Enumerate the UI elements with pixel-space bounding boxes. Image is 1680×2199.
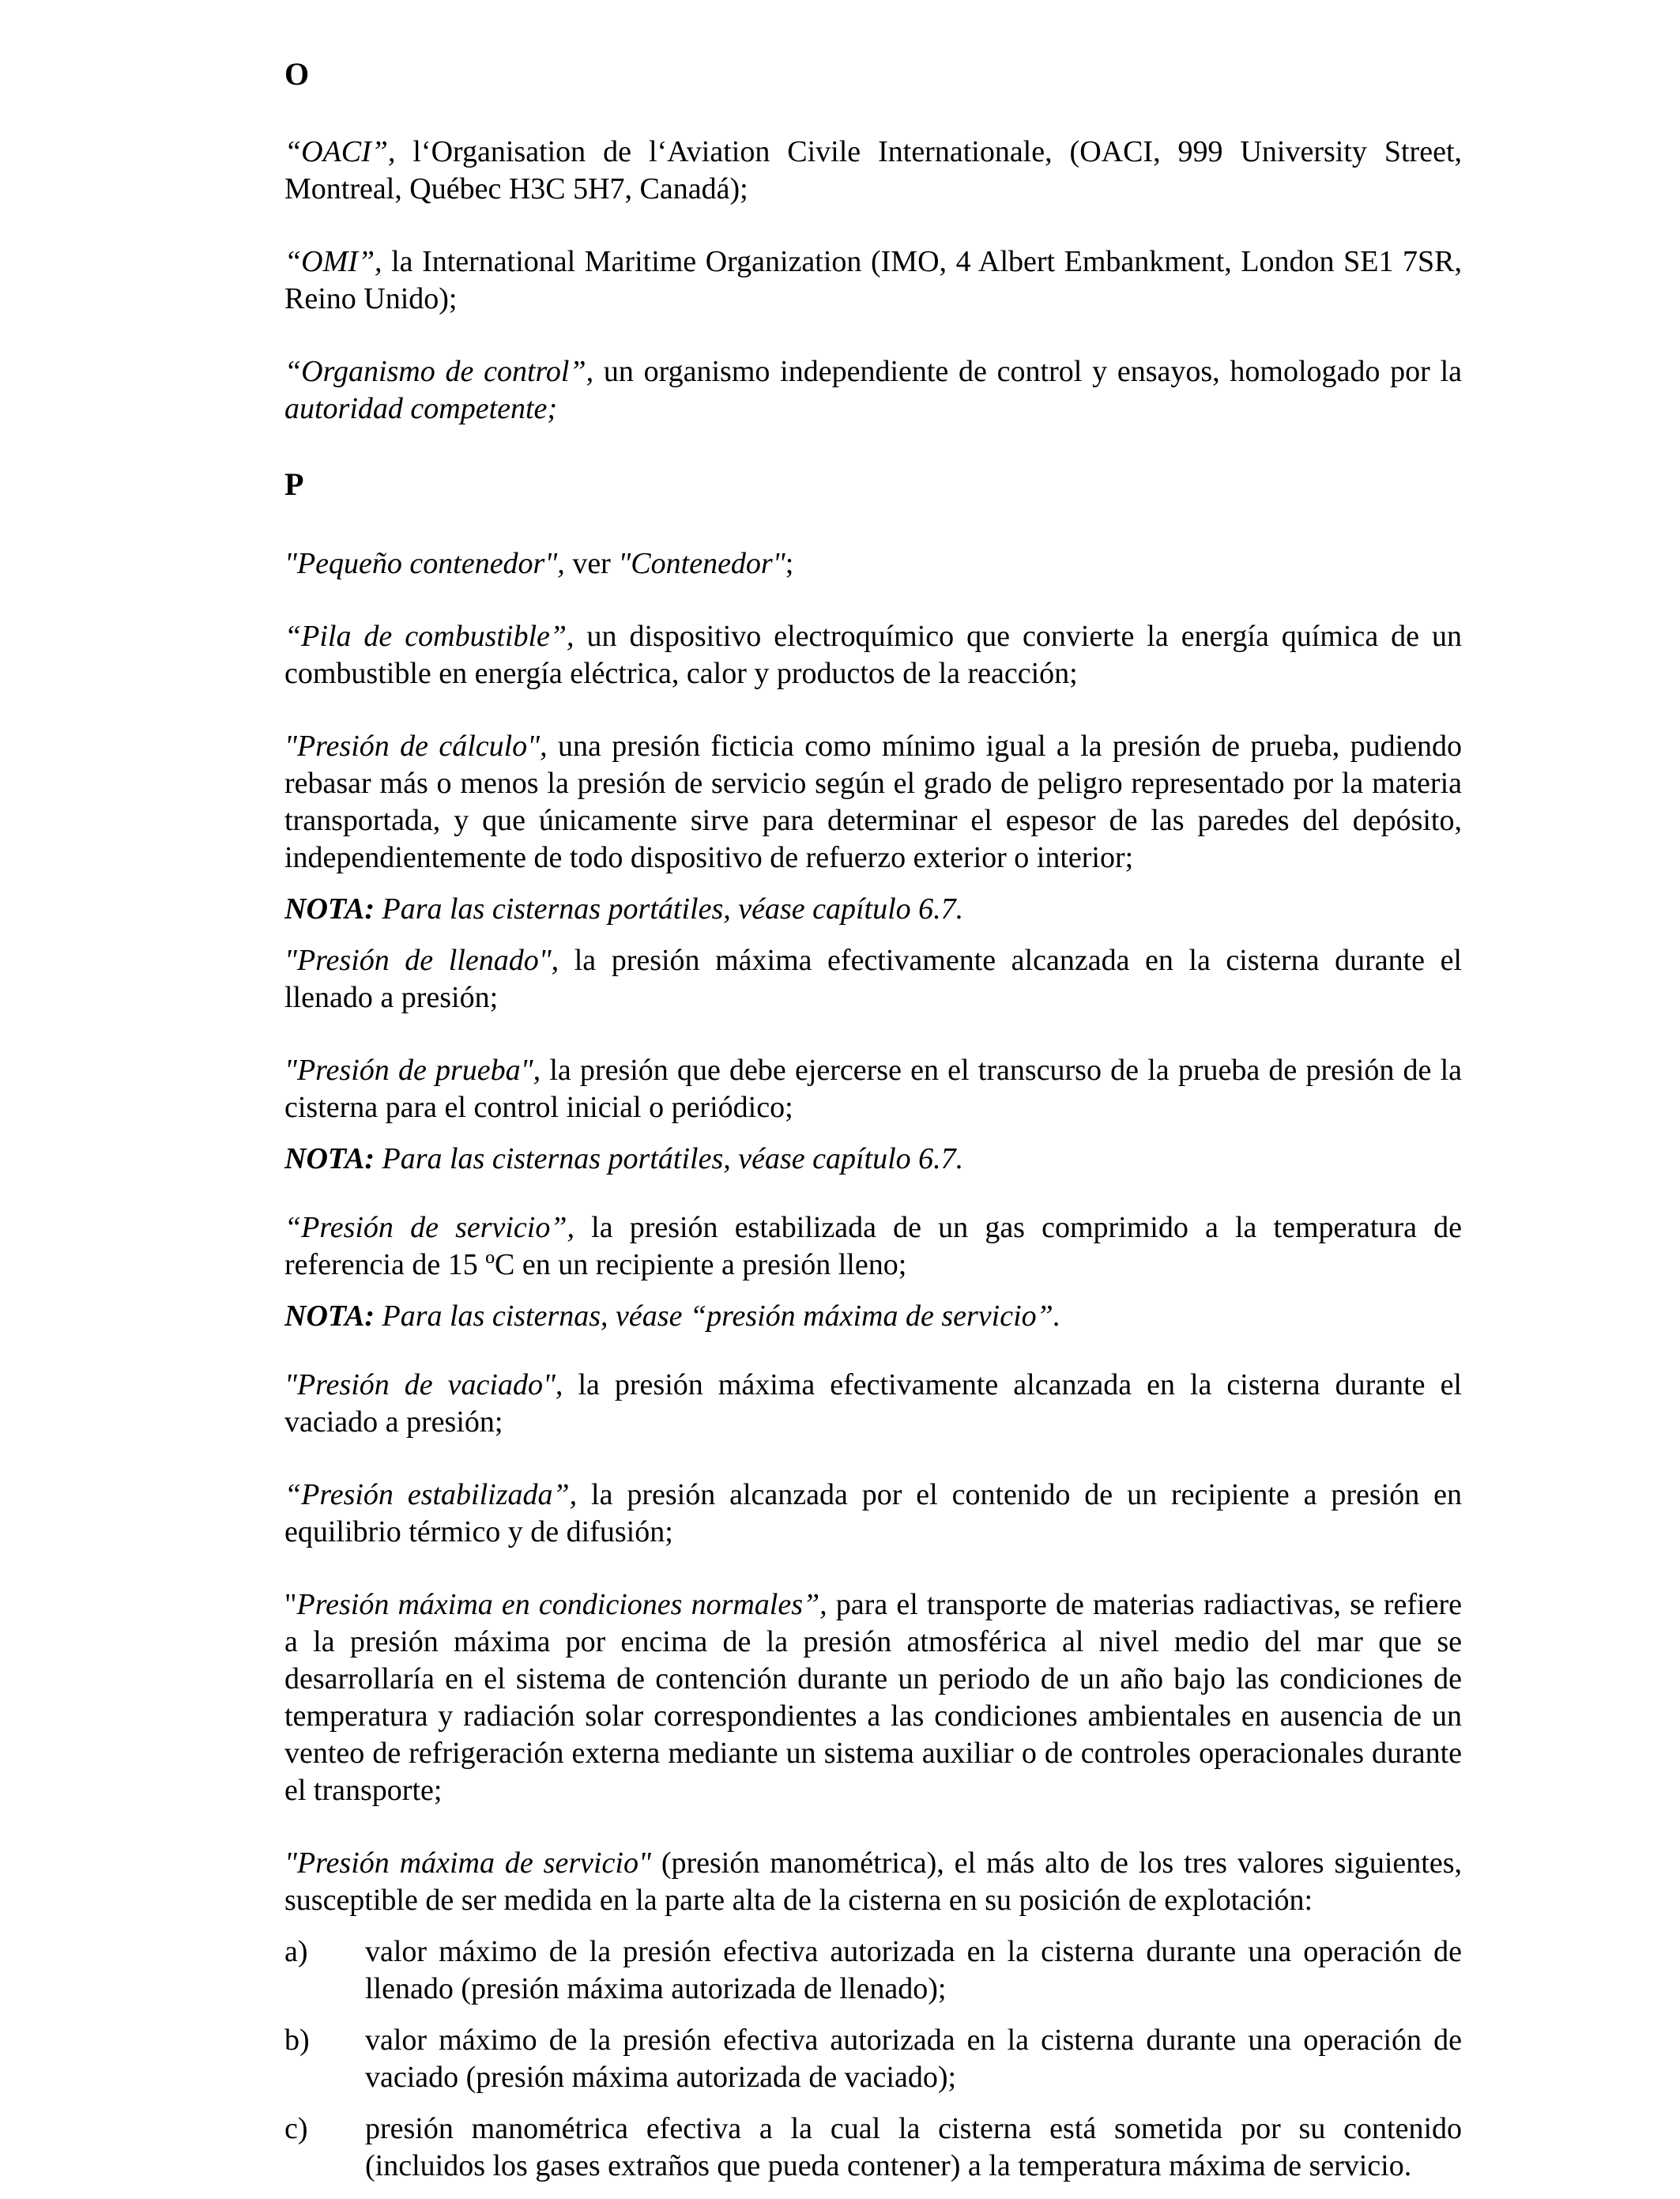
- definition-organismo-de-control: [284, 353, 1462, 428]
- section-letter-p: P: [284, 466, 304, 502]
- list-item: [284, 2022, 1462, 2096]
- definition-presion-de-servicio: [284, 1209, 1462, 1284]
- term-presion-de-llenado: "Presión de llenado",: [284, 944, 559, 977]
- definition-text: l‘Organisation de l‘Aviation Civile Internationale, (OACI, 999 University Street, Montreal, Québec H3C 5H7, Canadá);: [284, 135, 1462, 206]
- term-pequeno-contenedor: "Pequeño contenedor",: [284, 547, 565, 580]
- quote-mark: ": [284, 1588, 297, 1621]
- term-contenedor: "Contenedor": [618, 547, 785, 580]
- definition-text: una presión ficticia como mínimo igual a la presión de prueba, pudiendo rebasar más o menos la presión de servicio según el grado de peligro representado por la materia transportada, y que únicamente sirve para determinar el espesor de las paredes del depósito, independientemente de todo dispositivo de refuerzo exterior o interior;: [284, 730, 1463, 874]
- definition-pila-de-combustible: [284, 618, 1462, 692]
- definition-presion-de-vaciado: [284, 1367, 1462, 1441]
- values-list: [284, 1933, 1462, 2185]
- definition-text: la International Maritime Organization (IMO, 4 Albert Embankment, London SE1 7SR, Reino Unido);: [284, 245, 1462, 315]
- term-pila-de-combustible: “Pila de combustible”,: [284, 620, 574, 653]
- note-label: NOTA:: [284, 1142, 375, 1175]
- note-label: NOTA:: [284, 1299, 375, 1333]
- definition-text: la presión que debe ejercerse en el transcurso de la prueba de presión de la cisterna para el control inicial o periódico;: [284, 1054, 1462, 1124]
- definition-text: un dispositivo electroquímico que convierte la energía química de un combustible en energía eléctrica, calor y productos de la reacción;: [284, 620, 1462, 690]
- definition-text: la presión máxima efectivamente alcanzada en la cisterna durante el llenado a presión;: [284, 944, 1462, 1014]
- list-item-marker: c): [284, 2112, 308, 2145]
- note-label: NOTA:: [284, 892, 375, 926]
- term-presion-maxima-condiciones-normales: Presión máxima en condiciones normales”,: [296, 1588, 827, 1621]
- definition-text: la presión alcanzada por el contenido de un recipiente a presión en equilibrio térmico y de difusión;: [284, 1478, 1462, 1548]
- list-item-marker: a): [284, 1935, 308, 1968]
- term-autoridad-competente: autoridad competente;: [284, 392, 558, 425]
- definition-presion-estabilizada: [284, 1477, 1462, 1551]
- definition-oaci: [284, 134, 1462, 208]
- list-item: [284, 2110, 1462, 2185]
- list-item-text: valor máximo de la presión efectiva autorizada en la cisterna durante una operación de llenado (presión máxima autorizada de llenado);: [365, 1935, 1462, 2005]
- term-omi: “OMI”,: [284, 245, 382, 278]
- definition-tail: ;: [785, 547, 794, 580]
- term-presion-de-servicio: “Presión de servicio”,: [284, 1211, 574, 1244]
- term-oaci: “OACI”,: [284, 135, 396, 168]
- definition-presion-maxima-de-servicio: [284, 1845, 1462, 1919]
- term-presion-maxima-de-servicio: "Presión máxima de servicio": [284, 1846, 651, 1880]
- definition-presion-de-llenado: [284, 942, 1462, 1017]
- definition-presion-maxima-condiciones-normales: [284, 1586, 1462, 1809]
- term-presion-de-calculo: "Presión de cálculo",: [284, 730, 548, 763]
- term-presion-de-vaciado: "Presión de vaciado",: [284, 1368, 563, 1401]
- definition-text: la presión estabilizada de un gas comprimido a la temperatura de referencia de 15 ºC en un recipiente a presión lleno;: [284, 1211, 1462, 1281]
- note-2: [284, 1141, 1462, 1178]
- definition-text: (presión manométrica), el más alto de los tres valores siguientes, susceptible de ser medida en la parte alta de la cisterna en su posición de explotación:: [284, 1846, 1462, 1917]
- definition-omi: [284, 243, 1462, 318]
- note-3: [284, 1298, 1462, 1335]
- list-item-text: presión manométrica efectiva a la cual la cisterna está sometida por su contenido (incluidos los gases extraños que pueda contener) a la temperatura máxima de servicio.: [365, 2112, 1462, 2182]
- definition-presion-de-prueba: [284, 1052, 1462, 1126]
- list-item: [284, 1933, 1462, 2008]
- note-text: Para las cisternas portátiles, véase capítulo 6.7.: [375, 892, 964, 926]
- term-presion-de-prueba: "Presión de prueba",: [284, 1054, 541, 1087]
- term-presion-estabilizada: “Presión estabilizada”,: [284, 1478, 578, 1511]
- list-item-text: valor máximo de la presión efectiva autorizada en la cisterna durante una operación de vaciado (presión máxima autorizada de vaciado);: [365, 2024, 1462, 2094]
- note-text: Para las cisternas, véase “presión máxima de servicio”.: [375, 1299, 1061, 1333]
- definition-text: para el transporte de materias radiactivas, se refiere a la presión máxima por encima de la presión atmosférica al nivel medio del mar que se desarrollaría en el sistema de contención durante un periodo de un año bajo las condiciones de temperatura y radiación solar correspondientes a las condiciones ambientales en ausencia de un venteo de refrigeración externa mediante un sistema auxiliar o de controles operacionales durante el transporte;: [284, 1588, 1462, 1807]
- note-text: Para las cisternas portátiles, véase capítulo 6.7.: [375, 1142, 964, 1175]
- definition-pequeno-contenedor: [284, 545, 1462, 583]
- definition-text: ver: [564, 547, 619, 580]
- document-page: [284, 55, 1462, 2199]
- term-organismo-de-control: “Organismo de control”,: [284, 355, 594, 388]
- section-letter-o: O: [284, 56, 310, 92]
- list-item-marker: b): [284, 2024, 310, 2057]
- definition-text: la presión máxima efectivamente alcanzada en la cisterna durante el vaciado a presión;: [284, 1368, 1462, 1439]
- definition-text: un organismo independiente de control y ensayos, homologado por la: [593, 355, 1462, 388]
- definition-presion-de-calculo: [284, 728, 1462, 877]
- note-1: [284, 891, 1462, 928]
